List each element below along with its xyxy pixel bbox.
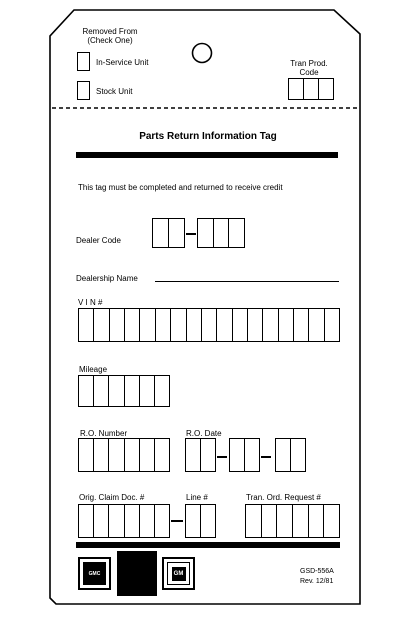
removed-from-line1: Removed From <box>82 27 138 36</box>
ro-number-field[interactable] <box>78 438 170 472</box>
mileage-field[interactable] <box>78 375 170 407</box>
black-block-logo <box>117 551 157 596</box>
stock-unit-checkbox[interactable] <box>77 81 90 100</box>
tran-ord-request-label: Tran. Ord. Request # <box>246 493 321 502</box>
ro-date-year[interactable] <box>275 438 306 472</box>
ro-date-day[interactable] <box>229 438 260 472</box>
tran-prod-code-field[interactable] <box>288 78 334 100</box>
dealer-code-part2[interactable] <box>197 218 245 248</box>
in-service-label: In-Service Unit <box>96 58 149 67</box>
line-number-label: Line # <box>186 493 208 502</box>
gm-logo-text: GM <box>172 567 186 581</box>
footer-rule <box>76 542 340 548</box>
dealership-name-input-line[interactable] <box>155 281 339 282</box>
tag-hole-icon <box>193 44 212 63</box>
dealer-code-dash <box>186 233 196 235</box>
form-title: Parts Return Information Tag <box>139 131 277 142</box>
stock-unit-label: Stock Unit <box>96 87 133 96</box>
dealer-code-part1[interactable] <box>152 218 185 248</box>
tran-prod-line1: Tran Prod. <box>290 59 328 68</box>
tran-prod-label <box>282 59 336 77</box>
dealership-name-label: Dealership Name <box>76 274 138 283</box>
instruction-text: This tag must be completed and returned to receive credit <box>78 183 283 192</box>
gmc-logo <box>78 557 111 590</box>
dealer-code-label: Dealer Code <box>76 236 121 245</box>
vin-field[interactable] <box>78 308 340 342</box>
tran-ord-request-field[interactable] <box>245 504 340 538</box>
removed-from-line2: (Check One) <box>87 36 133 45</box>
ro-number-label: R.O. Number <box>80 429 128 438</box>
removed-from-label <box>74 27 146 45</box>
orig-claim-doc-field[interactable] <box>78 504 170 538</box>
ro-date-dash-2 <box>261 456 271 458</box>
gm-logo <box>162 557 195 590</box>
form-number: GSD-556A <box>300 568 334 575</box>
mileage-label: Mileage <box>79 365 108 374</box>
line-number-field[interactable] <box>185 504 216 538</box>
title-rule <box>76 152 338 158</box>
claim-line-dash <box>171 520 183 522</box>
gmc-logo-text: GMC <box>83 562 106 585</box>
ro-date-label: R.O. Date <box>186 429 222 438</box>
revision-date: Rev. 12/81 <box>300 578 334 585</box>
orig-claim-doc-label: Orig. Claim Doc. # <box>79 493 145 502</box>
ro-date-dash-1 <box>217 456 227 458</box>
ro-date-month[interactable] <box>185 438 216 472</box>
in-service-checkbox[interactable] <box>77 52 90 71</box>
vin-label: V I N # <box>78 298 103 307</box>
tran-prod-line2: Code <box>299 68 319 77</box>
